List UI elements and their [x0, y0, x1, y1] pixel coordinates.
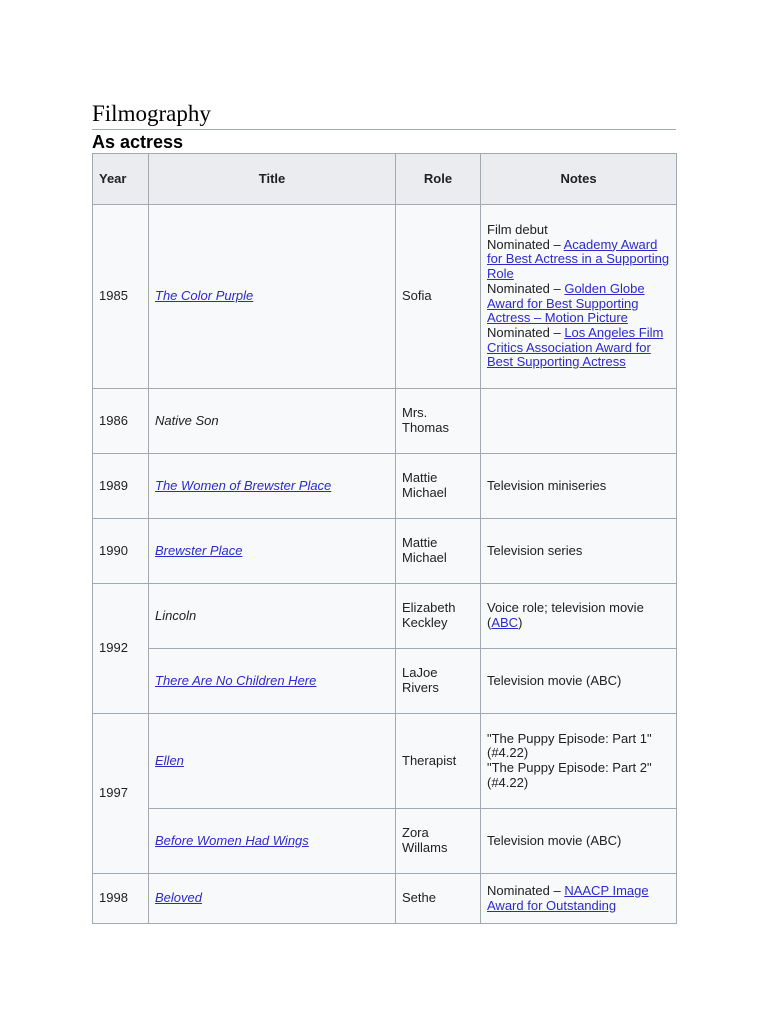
notes-text: Film debut: [487, 221, 548, 237]
title-link[interactable]: The Women of Brewster Place: [155, 477, 332, 493]
table-row: [93, 454, 677, 519]
title-cell: [149, 519, 396, 584]
notes-cell: [481, 389, 677, 454]
title-link[interactable]: Ellen: [155, 752, 184, 768]
role-cell: LaJoe Rivers: [396, 649, 481, 714]
notes-cell: Television miniseries: [481, 454, 677, 519]
notes-prefix: Nominated –: [487, 236, 564, 252]
title-cell: [149, 874, 396, 924]
table-row: [93, 714, 677, 809]
role-cell: Sofia: [396, 205, 481, 389]
year-cell: 1986: [93, 389, 149, 454]
table-row: [93, 584, 677, 649]
title-link[interactable]: Brewster Place: [155, 542, 243, 558]
title-column-header[interactable]: Title: [149, 154, 396, 205]
year-cell: 1989: [93, 454, 149, 519]
year-cell: 1990: [93, 519, 149, 584]
title-cell: [149, 649, 396, 714]
table-row: [93, 519, 677, 584]
role-cell: Elizabeth Keckley: [396, 584, 481, 649]
role-cell: Therapist: [396, 714, 481, 809]
section-heading: Filmography: [92, 100, 676, 130]
table-header-row: [93, 154, 677, 205]
table-row: [93, 874, 677, 924]
role-cell: Mrs. Thomas: [396, 389, 481, 454]
notes-cell: Television series: [481, 519, 677, 584]
award-link[interactable]: NAACP Image Award for Outstanding: [487, 882, 649, 913]
notes-cell: [481, 714, 677, 809]
year-cell: 1992: [93, 584, 149, 714]
role-cell: Zora Willams: [396, 809, 481, 874]
title-text: Native Son: [155, 412, 219, 428]
table-row: [93, 649, 677, 714]
notes-prefix: Nominated –: [487, 882, 565, 898]
title-link[interactable]: Before Women Had Wings: [155, 832, 309, 848]
title-link[interactable]: There Are No Children Here: [155, 672, 317, 688]
title-cell: [149, 454, 396, 519]
notes-prefix: Nominated –: [487, 324, 565, 340]
notes-cell: [481, 584, 677, 649]
year-column-header[interactable]: Year: [93, 154, 149, 205]
title-cell: [149, 714, 396, 809]
episode-note: "The Puppy Episode: Part 2" (#4.22): [487, 760, 652, 790]
episode-note: "The Puppy Episode: Part 1" (#4.22): [487, 730, 652, 761]
table-row: [93, 809, 677, 874]
title-link[interactable]: The Color Purple: [155, 288, 254, 304]
role-cell: Mattie Michael: [396, 454, 481, 519]
notes-column-header[interactable]: Notes: [481, 154, 677, 205]
title-cell: [149, 389, 396, 454]
table-row: [93, 389, 677, 454]
title-cell: [149, 205, 396, 389]
notes-suffix: ): [518, 615, 523, 630]
title-cell: [149, 584, 396, 649]
subsection-heading: As actress: [92, 132, 184, 152]
notes-cell: Television movie (ABC): [481, 649, 677, 714]
title-link[interactable]: Beloved: [155, 890, 202, 906]
notes-cell: [481, 205, 677, 389]
award-link[interactable]: Los Angeles Film Critics Association Award for Best Supporting Actress: [487, 324, 664, 370]
role-column-header[interactable]: Role: [396, 154, 481, 205]
year-cell: 1998: [93, 874, 149, 924]
filmography-table: [92, 153, 677, 924]
award-link[interactable]: Golden Globe Award for Best Supporting Actress – Motion Picture: [487, 280, 645, 326]
notes-cell: [481, 874, 677, 924]
notes-text: Voice role; television movie (: [487, 600, 644, 630]
network-link[interactable]: ABC: [491, 615, 519, 630]
notes-prefix: Nominated –: [487, 280, 565, 296]
table-row: [93, 205, 677, 389]
title-cell: [149, 809, 396, 874]
award-link[interactable]: Academy Award for Best Actress in a Supporting Role: [487, 236, 670, 282]
notes-cell: Television movie (ABC): [481, 809, 677, 874]
role-cell: Sethe: [396, 874, 481, 924]
role-cell: Mattie Michael: [396, 519, 481, 584]
year-cell: 1985: [93, 205, 149, 389]
year-cell: 1997: [93, 714, 149, 874]
title-text: Lincoln: [155, 607, 197, 623]
